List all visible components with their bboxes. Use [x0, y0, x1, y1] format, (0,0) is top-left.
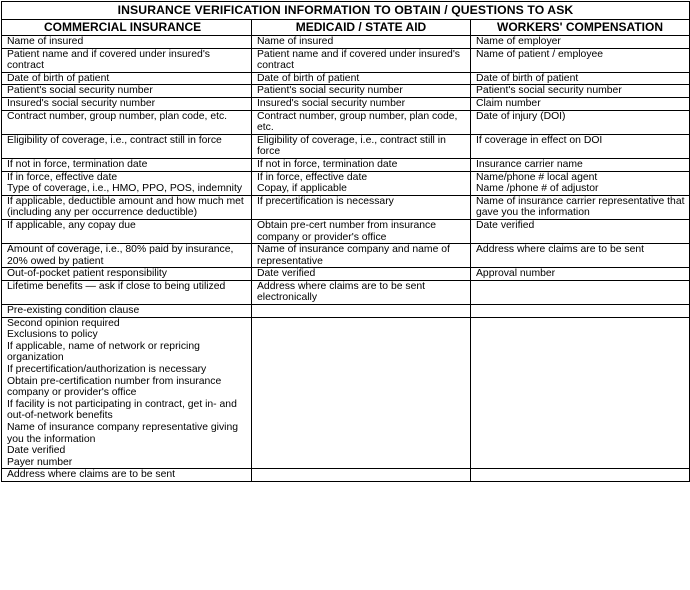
- cell-text: Date of birth of patient: [257, 72, 360, 84]
- cell-text: If not in force, termination date: [257, 158, 398, 170]
- table-cell-commercial: [2, 97, 252, 110]
- cell-text: Amount of coverage, i.e., 80% paid by insurance, 20% owed by patient: [7, 244, 234, 267]
- table-row: [2, 158, 690, 171]
- cell-line: Payer number: [7, 456, 73, 468]
- cell-text: Name of patient / employee: [476, 48, 604, 60]
- table-cell-commercial: [2, 195, 252, 219]
- table-body: [2, 36, 690, 482]
- table-cell-workers-comp: [471, 134, 690, 158]
- table-row: [2, 244, 690, 268]
- table-row: [2, 72, 690, 85]
- cell-line: Obtain pre-certification number from insurance company or provider's office: [7, 375, 222, 399]
- table-cell-medicaid: [252, 110, 471, 134]
- column-header-medicaid: MEDICAID / STATE AID: [252, 20, 471, 36]
- cell-text: If coverage in effect on DOI: [476, 134, 603, 146]
- table-cell-medicaid: [252, 280, 471, 304]
- table-cell-medicaid: [252, 195, 471, 219]
- cell-text: Insurance carrier name: [476, 158, 583, 170]
- cell-text: Address where claims are to be sent: [7, 469, 176, 481]
- cell-line: If applicable, name of network or repricing organization: [7, 340, 200, 364]
- cell-text: Patient name and if covered under insured's contract: [257, 48, 460, 72]
- table-row: [2, 110, 690, 134]
- table-cell-commercial: [2, 85, 252, 98]
- table-cell-commercial: [2, 280, 252, 304]
- cell-text: Insured's social security number: [7, 97, 156, 109]
- table-cell-workers-comp: [471, 36, 690, 49]
- table-cell-commercial: [2, 134, 252, 158]
- cell-text: Patient's social security number: [7, 85, 153, 97]
- table-cell-workers-comp: [471, 48, 690, 72]
- table-cell-medicaid: [252, 469, 471, 482]
- cell-text: Contract number, group number, plan code, etc.: [257, 110, 458, 134]
- table-cell-workers-comp: [471, 268, 690, 281]
- title-row: [2, 2, 690, 20]
- table-cell-commercial: [2, 317, 252, 469]
- table-cell-medicaid: [252, 305, 471, 318]
- table-cell-commercial: [2, 305, 252, 318]
- table-row: [2, 305, 690, 318]
- cell-line: If facility is not participating in contract, get in- and out-of-network benefits: [7, 398, 237, 422]
- table-cell-workers-comp: [471, 171, 690, 195]
- cell-text: Approval number: [476, 268, 556, 280]
- cell-line: If in force, effective date: [257, 171, 368, 183]
- cell-text: Lifetime benefits — ask if close to being utilized: [7, 280, 226, 292]
- cell-text: Name of employer: [476, 36, 561, 47]
- table-cell-medicaid: [252, 72, 471, 85]
- table-row: [2, 280, 690, 304]
- table-cell-workers-comp: [471, 280, 690, 304]
- table-cell-medicaid: [252, 36, 471, 49]
- cell-text: If applicable, any copay due: [7, 219, 136, 231]
- cell-line: Name /phone # of adjustor: [476, 183, 599, 195]
- table-cell-workers-comp: [471, 317, 690, 469]
- table-row: [2, 48, 690, 72]
- table-row: [2, 219, 690, 243]
- table-cell-medicaid: [252, 97, 471, 110]
- column-header-workers-comp: WORKERS' COMPENSATION: [471, 20, 690, 36]
- cell-text: Out-of-pocket patient responsibility: [7, 268, 167, 280]
- table-row: [2, 171, 690, 195]
- cell-text: If precertification is necessary: [257, 195, 394, 207]
- table-cell-commercial: [2, 268, 252, 281]
- table-cell-medicaid: [252, 48, 471, 72]
- table-cell-commercial: [2, 219, 252, 243]
- cell-text: Date verified: [257, 268, 316, 280]
- table-cell-medicaid: [252, 244, 471, 268]
- table-cell-commercial: [2, 110, 252, 134]
- table-cell-workers-comp: [471, 97, 690, 110]
- cell-line: Second opinion required: [7, 317, 120, 329]
- table-row: [2, 268, 690, 281]
- cell-text: Name of insured: [257, 36, 334, 47]
- cell-text: Date of birth of patient: [7, 72, 110, 84]
- cell-text: If not in force, termination date: [7, 158, 148, 170]
- table-cell-workers-comp: [471, 158, 690, 171]
- table-cell-medicaid: [252, 268, 471, 281]
- cell-line: Type of coverage, i.e., HMO, PPO, POS, indemnity: [7, 183, 243, 195]
- cell-text: If applicable, deductible amount and how much met (including any per occurrence deductible): [7, 195, 244, 219]
- cell-line: If precertification/authorization is necessary: [7, 364, 207, 376]
- cell-text: Insured's social security number: [257, 97, 406, 109]
- cell-text: Address where claims are to be sent: [476, 244, 645, 256]
- cell-text: Patient name and if covered under insured's contract: [7, 48, 210, 72]
- table-title: INSURANCE VERIFICATION INFORMATION TO OBTAIN / QUESTIONS TO ASK: [2, 2, 690, 20]
- cell-text: Date of birth of patient: [476, 72, 579, 84]
- cell-line: Name/phone # local agent: [476, 171, 598, 183]
- cell-line: Copay, if applicable: [257, 183, 347, 195]
- table-row: [2, 97, 690, 110]
- cell-text: Patient's social security number: [257, 85, 403, 97]
- table-cell-workers-comp: [471, 195, 690, 219]
- table-cell-medicaid: [252, 219, 471, 243]
- table-cell-commercial: [2, 72, 252, 85]
- cell-line: Date verified: [7, 445, 66, 457]
- cell-text: Eligibility of coverage, i.e., contract still in force: [257, 134, 446, 158]
- cell-text: Contract number, group number, plan code, etc.: [7, 110, 228, 122]
- table-row: [2, 469, 690, 482]
- cell-text: Name of insurance company and name of representative: [257, 244, 450, 267]
- table-cell-commercial: [2, 158, 252, 171]
- cell-line: Name of insurance company representative giving you the information: [7, 422, 239, 445]
- table-cell-workers-comp: [471, 85, 690, 98]
- table-cell-medicaid: [252, 134, 471, 158]
- table-row: [2, 195, 690, 219]
- table-cell-workers-comp: [471, 72, 690, 85]
- table-row: [2, 85, 690, 98]
- table-row: [2, 36, 690, 49]
- cell-text: Patient's social security number: [476, 85, 622, 97]
- cell-text: Claim number: [476, 97, 541, 109]
- table-cell-medicaid: [252, 317, 471, 469]
- table-cell-commercial: [2, 171, 252, 195]
- cell-text: Date verified: [476, 219, 535, 231]
- table-cell-commercial: [2, 244, 252, 268]
- cell-text: Eligibility of coverage, i.e., contract still in force: [7, 134, 222, 146]
- table-cell-workers-comp: [471, 219, 690, 243]
- table-cell-workers-comp: [471, 110, 690, 134]
- table-row: [2, 134, 690, 158]
- table-cell-workers-comp: [471, 305, 690, 318]
- cell-text: Name of insured: [7, 36, 84, 47]
- cell-text: Date of injury (DOI): [476, 110, 566, 122]
- column-header-row: [2, 20, 690, 36]
- table-cell-medicaid: [252, 171, 471, 195]
- cell-text: Address where claims are to be sent electronically: [257, 280, 426, 304]
- table-cell-workers-comp: [471, 244, 690, 268]
- cell-text: Name of insurance carrier representative that gave you the information: [476, 195, 685, 219]
- cell-text: Obtain pre-cert number from insurance company or provider's office: [257, 219, 437, 243]
- table-row: [2, 317, 690, 469]
- table-cell-medicaid: [252, 85, 471, 98]
- cell-text: Pre-existing condition clause: [7, 305, 140, 317]
- table-cell-commercial: [2, 36, 252, 49]
- table-cell-medicaid: [252, 158, 471, 171]
- cell-line: Exclusions to policy: [7, 329, 98, 341]
- table-cell-commercial: [2, 469, 252, 482]
- insurance-verification-table: [1, 1, 690, 482]
- cell-line: If in force, effective date: [7, 171, 118, 183]
- table-cell-commercial: [2, 48, 252, 72]
- table-cell-workers-comp: [471, 469, 690, 482]
- column-header-commercial: COMMERCIAL INSURANCE: [2, 20, 252, 36]
